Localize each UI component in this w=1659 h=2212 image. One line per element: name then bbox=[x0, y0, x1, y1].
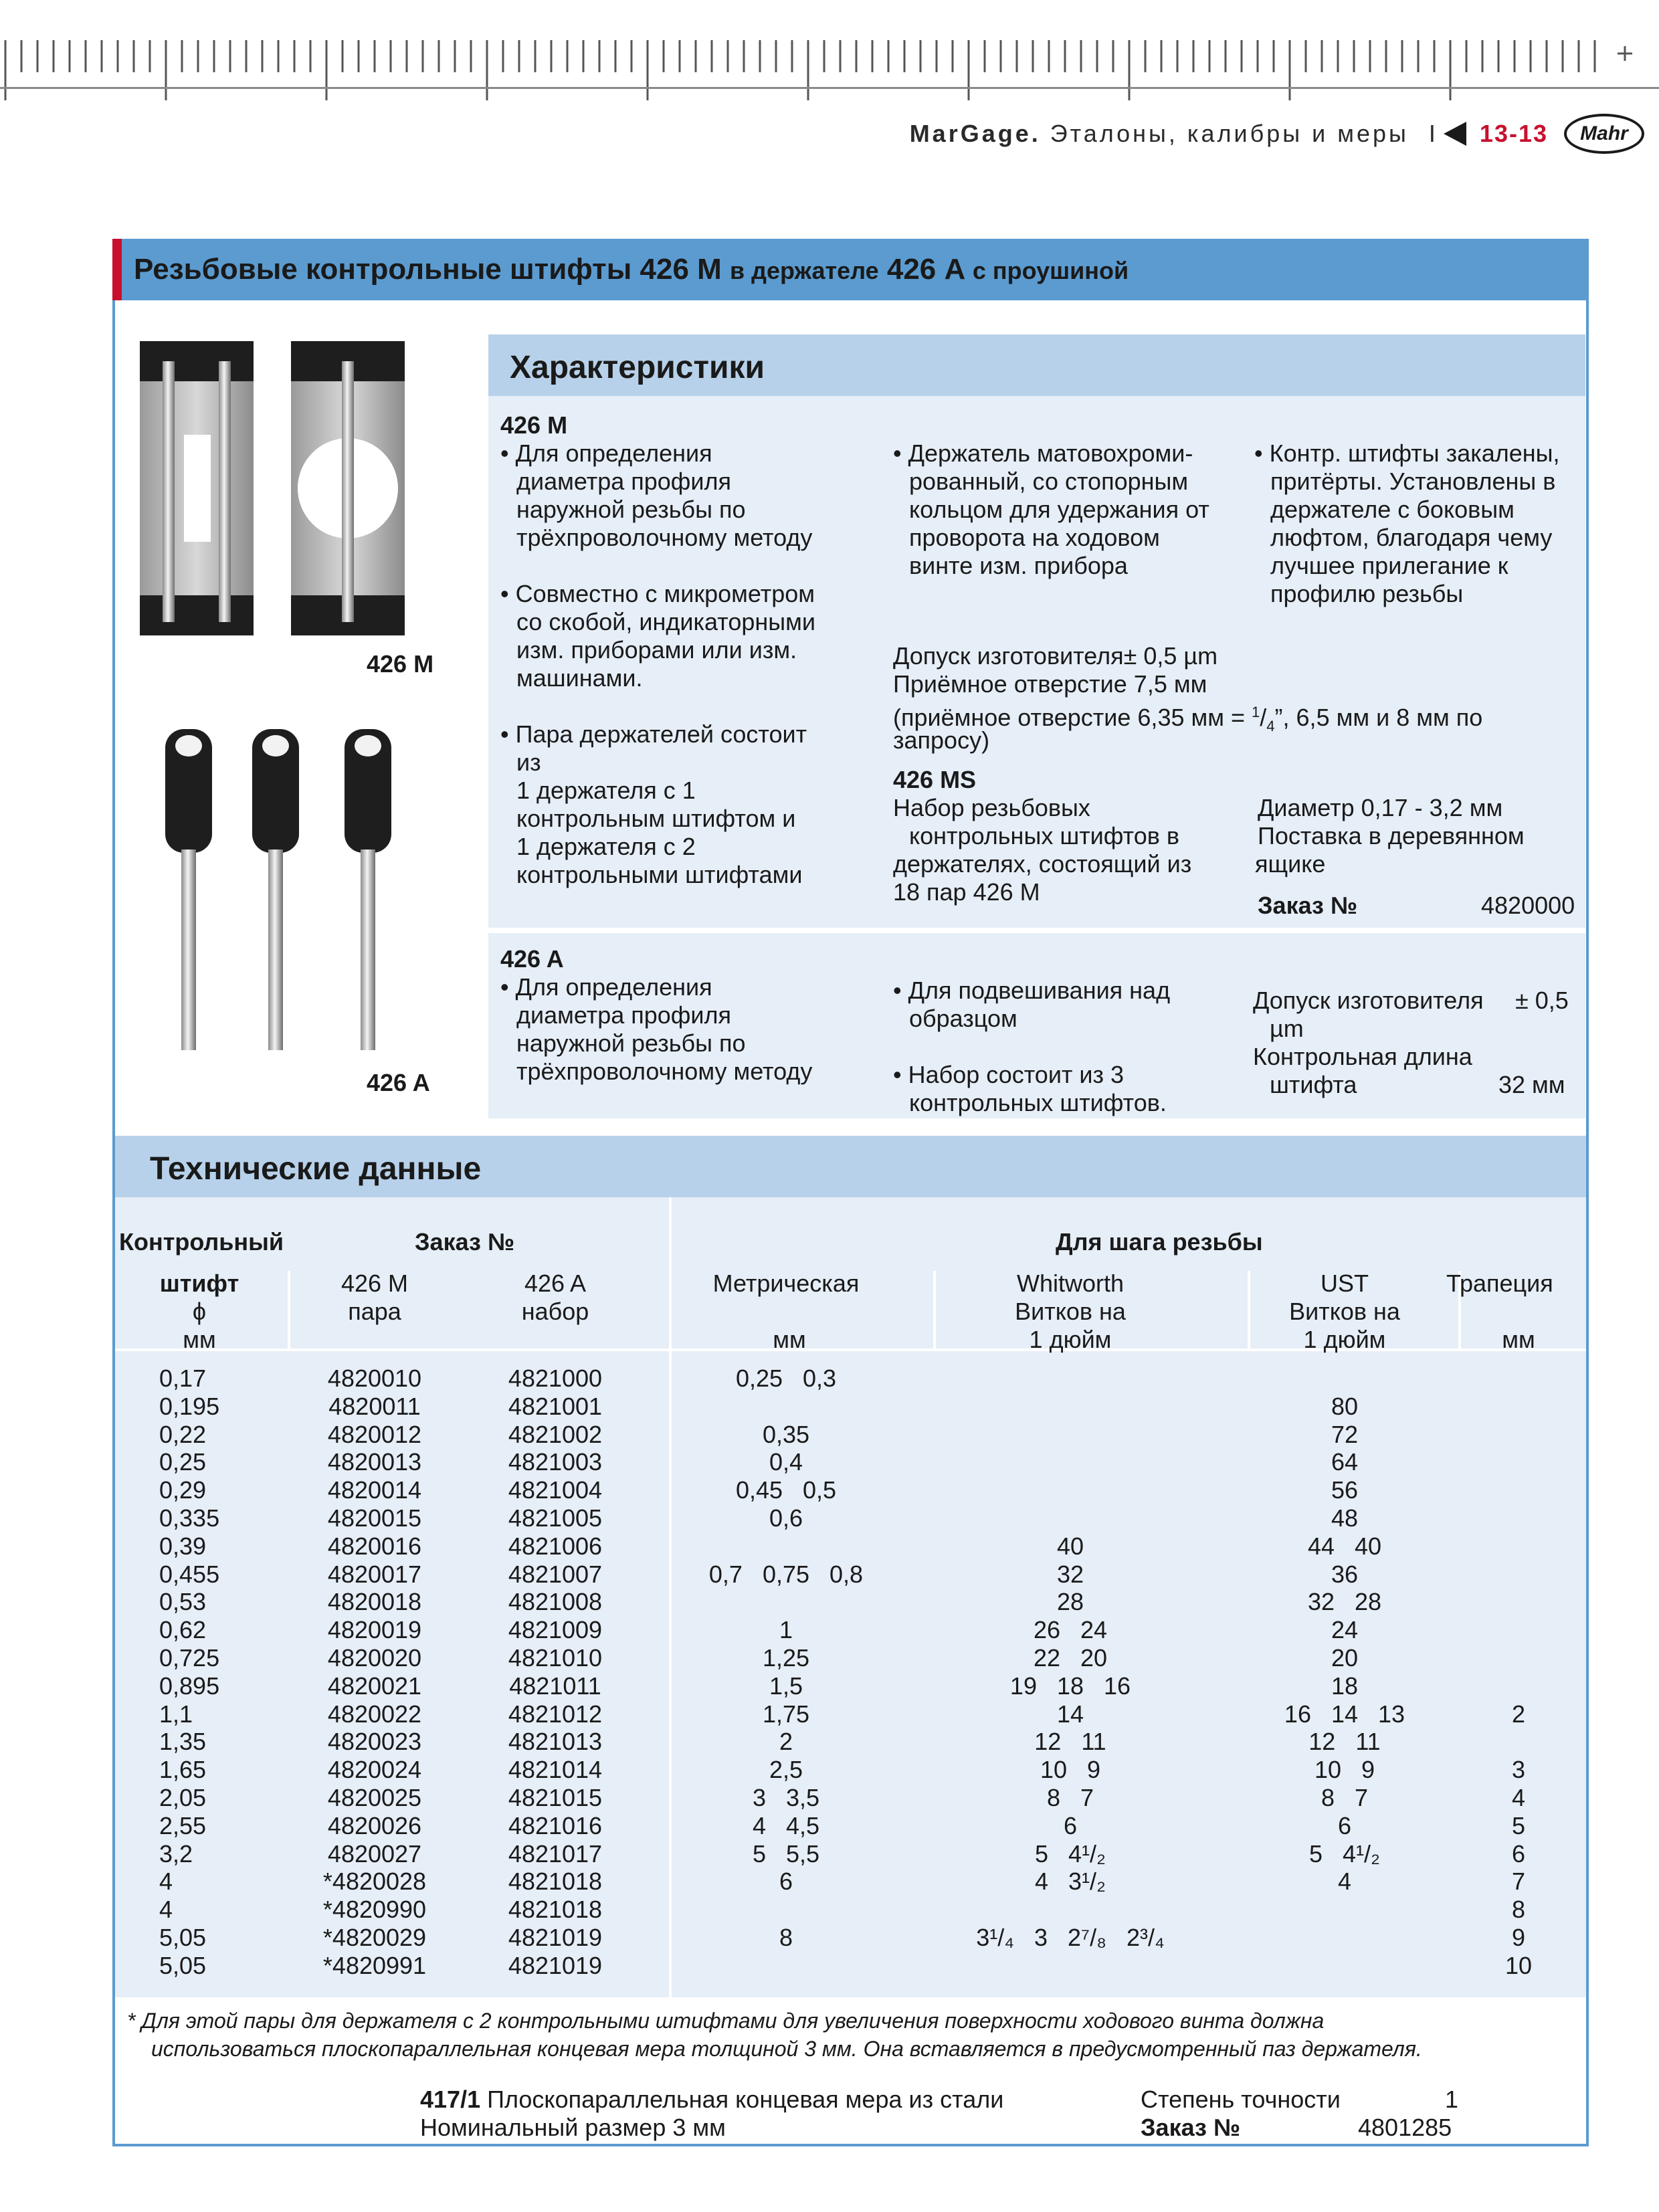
cell-whitworth: 22 20 bbox=[1033, 1644, 1108, 1672]
426a-length-label-2: штифта bbox=[1270, 1071, 1357, 1098]
426m-col1-line: наружной резьбы по bbox=[516, 496, 746, 523]
cell-426m: 4820011 bbox=[328, 1392, 421, 1420]
426m-bore-note-b: ”, 6,5 мм и 8 мм по bbox=[1274, 704, 1483, 731]
426m-features-col1 bbox=[500, 439, 815, 889]
title-part1: Резьбовые контрольные штифты 426 M bbox=[134, 253, 722, 286]
cell-426a: 4821002 bbox=[508, 1420, 603, 1448]
th-ust-3: 1 дюйм bbox=[1303, 1326, 1386, 1353]
cell-426a: 4821013 bbox=[508, 1728, 603, 1756]
cell-426m: 4820017 bbox=[327, 1560, 422, 1588]
cell-diameter: 1,1 bbox=[159, 1700, 193, 1728]
title-part2: в держателе bbox=[730, 257, 879, 284]
cell-diameter: 2,05 bbox=[159, 1784, 207, 1811]
cell-426m: 4820024 bbox=[327, 1756, 422, 1784]
th-426a-1: 426 A bbox=[524, 1270, 587, 1297]
cell-diameter: 0,455 bbox=[159, 1560, 220, 1588]
426m-col1-line: диаметра профиля bbox=[516, 468, 732, 495]
footnote-line-2: использоваться плоскопараллельная концевая мера толщиной 3 мм. Она вставляется в предусмотренный паз держателя. bbox=[151, 2037, 1422, 2061]
th-pin-3: ϕ bbox=[192, 1298, 207, 1325]
cell-trapezoid: 5 bbox=[1511, 1811, 1526, 1839]
cell-426m: 4820014 bbox=[327, 1476, 422, 1504]
col-sep-whitworth bbox=[1248, 1271, 1250, 1348]
cell-diameter: 2,55 bbox=[159, 1811, 207, 1839]
cell-426m: 4820018 bbox=[327, 1588, 422, 1616]
426a-col1-line: наружной резьбы по bbox=[516, 1029, 746, 1057]
426a-length-label-1: Контрольная длина bbox=[1253, 1043, 1472, 1070]
technical-data-header bbox=[115, 1136, 1586, 1197]
426ms-description bbox=[893, 794, 1191, 906]
426a-length-value: 32 мм bbox=[1498, 1071, 1565, 1098]
426a-features-col1 bbox=[500, 973, 812, 1086]
title-part4: с проушиной bbox=[972, 257, 1129, 284]
cell-426m: 4820016 bbox=[327, 1532, 422, 1560]
426m-col1-line: изм. приборами или изм. bbox=[516, 636, 797, 664]
footnote-line-1: * Для этой пары для держателя с 2 контрольными штифтами для увеличения поверхности ходового винта должна bbox=[127, 2009, 1325, 2033]
cell-whitworth: 32 bbox=[1056, 1560, 1084, 1588]
cell-trapezoid: 8 bbox=[1511, 1896, 1526, 1924]
mahr-logo: Mahr bbox=[1564, 114, 1644, 154]
cell-diameter: 0,25 bbox=[159, 1448, 207, 1476]
characteristics-header bbox=[488, 334, 1585, 396]
cell-diameter: 0,22 bbox=[159, 1420, 207, 1448]
cell-ust: 32 28 bbox=[1307, 1588, 1382, 1616]
frame-bottom bbox=[112, 2144, 1589, 2146]
technical-data-heading: Технические данные bbox=[150, 1151, 482, 1187]
cell-metric: 2 bbox=[779, 1728, 793, 1756]
gauge-block-line bbox=[420, 2086, 1003, 2114]
426ms-order-number: 4820000 bbox=[1481, 892, 1575, 919]
title-accent bbox=[112, 239, 122, 300]
426m-col3-line: • Контр. штифты закалены, bbox=[1254, 439, 1560, 467]
cell-426a: 4821005 bbox=[508, 1504, 603, 1532]
gauge-block-nominal: Номинальный размер 3 мм bbox=[420, 2114, 726, 2141]
th-order: Заказ № bbox=[415, 1228, 515, 1255]
brand-name: MarGage. bbox=[909, 120, 1041, 147]
th-whitworth-1: Whitworth bbox=[1016, 1270, 1125, 1297]
cell-whitworth: 19 18 16 bbox=[1009, 1672, 1131, 1700]
426ms-order-label: Заказ № bbox=[1258, 892, 1358, 919]
cell-ust: 10 9 bbox=[1314, 1756, 1375, 1784]
426a-col1-line: диаметра профиля bbox=[516, 1001, 732, 1029]
cell-diameter: 3,2 bbox=[159, 1839, 193, 1868]
th-trapezoid-1: Трапеция bbox=[1446, 1270, 1553, 1297]
426m-bore-note-c: запросу) bbox=[893, 726, 990, 754]
cell-diameter: 0,29 bbox=[159, 1476, 207, 1504]
cell-whitworth: 3¹/₄ 3 2⁷/₈ 2³/₄ bbox=[976, 1924, 1165, 1951]
cell-metric: 1,25 bbox=[762, 1644, 810, 1672]
426m-col3-line: лучшее прилегание к bbox=[1270, 552, 1508, 579]
426a-col2-line: контрольных штифтов. bbox=[909, 1089, 1167, 1116]
cell-426m: 4820012 bbox=[327, 1420, 422, 1448]
footnote bbox=[127, 2007, 1422, 2063]
426a-tolerance-label: Допуск изготовителя bbox=[1253, 987, 1484, 1014]
cell-diameter: 0,725 bbox=[159, 1644, 220, 1672]
th-pin-4: мм bbox=[183, 1326, 216, 1353]
cell-whitworth: 40 bbox=[1056, 1532, 1084, 1560]
label-426m: 426 M bbox=[500, 411, 568, 439]
cell-metric: 0,45 0,5 bbox=[735, 1476, 837, 1504]
cell-426m: 4820022 bbox=[327, 1700, 422, 1728]
426m-col3-line: притёрты. Установлены в bbox=[1270, 468, 1556, 495]
cell-metric: 5 5,5 bbox=[752, 1839, 820, 1868]
426m-bore-note-a: (приёмное отверстие 6,35 мм = bbox=[893, 704, 1246, 731]
registration-ruler bbox=[0, 0, 1659, 100]
th-pin-1: Контрольный bbox=[119, 1228, 284, 1255]
cell-426a: 4821010 bbox=[508, 1644, 603, 1672]
cell-trapezoid: 2 bbox=[1511, 1700, 1526, 1728]
cell-426m: 4820027 bbox=[327, 1839, 422, 1868]
cell-426m: 4820026 bbox=[327, 1811, 422, 1839]
cell-whitworth: 28 bbox=[1056, 1588, 1084, 1616]
426ms-line: контрольных штифтов в bbox=[909, 822, 1179, 849]
cell-426a: 4821016 bbox=[508, 1811, 603, 1839]
cell-metric: 2,5 bbox=[769, 1756, 803, 1784]
cell-426a: 4821006 bbox=[508, 1532, 603, 1560]
cell-426a: 4821004 bbox=[508, 1476, 603, 1504]
cell-426a: 4821007 bbox=[508, 1560, 603, 1588]
cell-ust: 5 4¹/₂ bbox=[1308, 1839, 1380, 1868]
th-trapezoid-2: мм bbox=[1502, 1326, 1535, 1353]
gauge-block-desc: Плоскопараллельная концевая мера из стали bbox=[487, 2086, 1004, 2113]
426m-col1-line: • Пара держателей состоит bbox=[500, 720, 807, 748]
426ms-delivery-2: ящике bbox=[1255, 850, 1326, 878]
426m-col1-line: контрольными штифтами bbox=[516, 861, 803, 888]
cell-426a: 4821001 bbox=[508, 1392, 603, 1420]
426m-col1-line: 1 держателя с 1 bbox=[516, 777, 696, 804]
separator: I bbox=[1428, 120, 1438, 147]
cell-metric: 1 bbox=[779, 1616, 793, 1644]
426a-col1-line: трёхпроволочному методу bbox=[516, 1058, 813, 1085]
426m-col3-line: люфтом, благодаря чему bbox=[1270, 524, 1553, 551]
426a-tolerance-unit: µm bbox=[1270, 1015, 1304, 1042]
cell-ust: 44 40 bbox=[1307, 1532, 1382, 1560]
label-426a: 426 A bbox=[500, 945, 564, 973]
cell-trapezoid: 4 bbox=[1511, 1784, 1526, 1811]
th-426a-2: набор bbox=[521, 1298, 589, 1325]
cell-trapezoid: 10 bbox=[1504, 1951, 1533, 1979]
cell-426a: 4821017 bbox=[508, 1839, 603, 1868]
426ms-diameter: Диаметр 0,17 - 3,2 мм bbox=[1258, 794, 1503, 821]
cell-diameter: 5,05 bbox=[159, 1924, 207, 1951]
cell-diameter: 0,895 bbox=[159, 1672, 220, 1700]
running-head bbox=[910, 114, 1659, 154]
426m-features-col3 bbox=[1254, 439, 1560, 608]
caption-426m: 426 M bbox=[367, 650, 434, 678]
cell-metric: 0,4 bbox=[769, 1448, 803, 1476]
cell-trapezoid: 9 bbox=[1511, 1924, 1526, 1951]
cell-426a: 4821015 bbox=[508, 1784, 603, 1811]
426ms-line: Набор резьбовых bbox=[893, 794, 1090, 821]
cell-diameter: 0,335 bbox=[159, 1504, 220, 1532]
gauge-block-grade-label: Степень точности bbox=[1141, 2086, 1341, 2113]
cell-diameter: 4 bbox=[159, 1868, 173, 1896]
cell-ust: 6 bbox=[1337, 1811, 1352, 1839]
cell-ust: 80 bbox=[1331, 1392, 1359, 1420]
cell-metric: 0,7 0,75 0,8 bbox=[708, 1560, 864, 1588]
cell-ust: 48 bbox=[1331, 1504, 1359, 1532]
426m-tolerance: Допуск изготовителя± 0,5 µm bbox=[893, 642, 1218, 670]
426a-col1-line: • Для определения bbox=[500, 973, 712, 1001]
fraction-numerator: 1 bbox=[1252, 704, 1260, 720]
th-ust-2: Витков на bbox=[1289, 1298, 1400, 1325]
cell-426a: 4821014 bbox=[508, 1756, 603, 1784]
cell-whitworth: 14 bbox=[1056, 1700, 1084, 1728]
cell-426m: 4820025 bbox=[327, 1784, 422, 1811]
426m-col2-line: винте изм. прибора bbox=[909, 552, 1128, 579]
cell-ust: 16 14 13 bbox=[1284, 1700, 1405, 1728]
cell-ust: 24 bbox=[1331, 1616, 1359, 1644]
cell-whitworth: 8 7 bbox=[1046, 1784, 1094, 1811]
426a-col2-line bbox=[893, 1033, 1170, 1061]
426m-col2-line: проворота на ходовом bbox=[909, 524, 1160, 551]
cell-426a: 4821018 bbox=[508, 1896, 603, 1924]
cell-426m: 4820021 bbox=[327, 1672, 422, 1700]
col-sep-metric bbox=[933, 1271, 936, 1348]
426m-col1-line: • Для определения bbox=[500, 439, 712, 467]
cell-metric: 3 3,5 bbox=[752, 1784, 820, 1811]
gauge-block-grade-value: 1 bbox=[1445, 2086, 1459, 2113]
426a-col2-line: • Для подвешивания над bbox=[893, 977, 1171, 1004]
cell-ust: 18 bbox=[1331, 1672, 1359, 1700]
426m-col2-line: • Держатель матовохроми- bbox=[893, 439, 1193, 467]
cell-trapezoid: 7 bbox=[1511, 1868, 1526, 1896]
cell-diameter: 0,53 bbox=[159, 1588, 207, 1616]
cell-ust: 72 bbox=[1331, 1420, 1359, 1448]
fraction-denominator: 4 bbox=[1266, 718, 1275, 735]
cell-diameter: 4 bbox=[159, 1896, 173, 1924]
cell-metric: 0,6 bbox=[769, 1504, 803, 1532]
426ms-line: 18 пар 426 M bbox=[893, 878, 1040, 906]
cell-whitworth: 10 9 bbox=[1040, 1756, 1101, 1784]
426m-col1-line: машинами. bbox=[516, 664, 643, 692]
426a-col2-line: образцом bbox=[909, 1005, 1017, 1032]
gauge-block-code: 417/1 bbox=[420, 2086, 481, 2113]
cell-426a: 4821009 bbox=[508, 1616, 603, 1644]
cell-diameter: 5,05 bbox=[159, 1951, 207, 1979]
cell-diameter: 0,195 bbox=[159, 1392, 220, 1420]
th-pin-2: штифт bbox=[159, 1270, 239, 1297]
cell-426a: 4821008 bbox=[508, 1588, 603, 1616]
caption-426a: 426 A bbox=[367, 1069, 430, 1096]
426ms-delivery-1: Поставка в деревянном bbox=[1258, 822, 1525, 849]
cell-diameter: 1,65 bbox=[159, 1756, 207, 1784]
cell-ust: 8 7 bbox=[1321, 1784, 1369, 1811]
col-sep-order bbox=[669, 1197, 672, 1997]
426m-bore: Приёмное отверстие 7,5 мм bbox=[893, 670, 1207, 698]
cell-diameter: 0,39 bbox=[159, 1532, 207, 1560]
label-426ms: 426 MS bbox=[893, 766, 977, 793]
cell-metric: 0,35 bbox=[762, 1420, 810, 1448]
cell-diameter: 1,35 bbox=[159, 1728, 207, 1756]
426m-col1-line bbox=[500, 552, 815, 580]
col-sep-pin bbox=[288, 1271, 290, 1348]
th-whitworth-2: Витков на bbox=[1015, 1298, 1126, 1325]
th-metric: Метрическая bbox=[712, 1270, 860, 1297]
cell-426m: 4820013 bbox=[327, 1448, 422, 1476]
cell-ust: 12 11 bbox=[1308, 1728, 1381, 1756]
product-photo-426a bbox=[151, 716, 418, 1064]
426m-col2-line: кольцом для удержания от bbox=[909, 496, 1209, 523]
catalog-section: Эталоны, калибры и меры bbox=[1050, 120, 1409, 147]
cell-whitworth: 4 3¹/₂ bbox=[1034, 1868, 1106, 1896]
426m-col1-line: контрольным штифтом и bbox=[516, 805, 796, 832]
th-whitworth-3: 1 дюйм bbox=[1029, 1326, 1112, 1353]
426a-features-col2 bbox=[893, 977, 1170, 1117]
426ms-line: держателях, состоящий из bbox=[893, 850, 1192, 878]
cell-426a: 4821019 bbox=[508, 1924, 603, 1951]
426m-col2-line: рованный, со стопорным bbox=[909, 468, 1189, 495]
cell-diameter: 0,17 bbox=[159, 1365, 207, 1392]
cell-426m: 4820010 bbox=[327, 1365, 422, 1392]
cell-426m: *4820991 bbox=[322, 1951, 427, 1979]
cell-trapezoid: 6 bbox=[1511, 1839, 1526, 1868]
cell-ust: 4 bbox=[1337, 1868, 1352, 1896]
cell-426a: 4821012 bbox=[508, 1700, 603, 1728]
cell-ust: 56 bbox=[1331, 1476, 1359, 1504]
cell-whitworth: 6 bbox=[1063, 1811, 1078, 1839]
th-ust-1: UST bbox=[1321, 1270, 1369, 1297]
gauge-block-order-label: Заказ № bbox=[1141, 2114, 1241, 2141]
cell-metric: 6 bbox=[779, 1868, 793, 1896]
426m-col1-line: 1 держателя с 2 bbox=[516, 833, 696, 860]
cell-ust: 20 bbox=[1331, 1644, 1359, 1672]
cell-426a: 4821003 bbox=[508, 1448, 603, 1476]
cell-ust: 64 bbox=[1331, 1448, 1359, 1476]
header-rule bbox=[0, 87, 1659, 89]
th-metric-unit: мм bbox=[773, 1326, 806, 1353]
cell-whitworth: 26 24 bbox=[1033, 1616, 1108, 1644]
cell-metric: 0,25 0,3 bbox=[735, 1365, 837, 1392]
426a-col2-line: • Набор состоит из 3 bbox=[893, 1061, 1125, 1088]
426m-col3-line: держателе с боковым bbox=[1270, 496, 1515, 523]
426m-col1-line: из bbox=[516, 748, 541, 776]
cell-426a: 4821011 bbox=[509, 1672, 601, 1700]
cell-426m: 4820015 bbox=[327, 1504, 422, 1532]
cell-metric: 1,75 bbox=[762, 1700, 810, 1728]
426m-features-col2 bbox=[893, 439, 1209, 580]
cell-426m: *4820990 bbox=[322, 1896, 427, 1924]
cell-whitworth: 5 4¹/₂ bbox=[1034, 1839, 1106, 1868]
title-part3: 426 A bbox=[886, 253, 965, 286]
cell-metric: 1,5 bbox=[769, 1672, 803, 1700]
cell-metric: 4 4,5 bbox=[752, 1811, 820, 1839]
cell-426a: 4821000 bbox=[508, 1365, 603, 1392]
page-number: 13-13 bbox=[1479, 120, 1548, 147]
cell-426m: 4820023 bbox=[327, 1728, 422, 1756]
426m-col1-line bbox=[500, 692, 815, 720]
426m-bore-note: (приёмное отверстие 6,35 мм = $^1/_4$”, 6,5 мм и 8 мм по bbox=[893, 704, 1483, 735]
cell-426m: *4820028 bbox=[322, 1868, 427, 1896]
product-photo-426m bbox=[137, 334, 405, 642]
th-426m-2: пара bbox=[348, 1298, 401, 1325]
cell-trapezoid: 3 bbox=[1511, 1756, 1526, 1784]
gauge-block-order-number: 4801285 bbox=[1358, 2114, 1452, 2141]
426m-col3-line: профилю резьбы bbox=[1270, 580, 1464, 607]
th-pitch: Для шага резьбы bbox=[1056, 1228, 1263, 1255]
page-title bbox=[134, 253, 1129, 286]
th-426m-1: 426 M bbox=[340, 1270, 409, 1297]
cell-426a: 4821018 bbox=[508, 1868, 603, 1896]
426m-col1-line: со скобой, индикаторными bbox=[516, 608, 815, 635]
cell-metric: 8 bbox=[779, 1924, 793, 1951]
cell-ust: 36 bbox=[1331, 1560, 1359, 1588]
426m-col1-line: • Совместно с микрометром bbox=[500, 580, 815, 607]
cell-426m: *4820029 bbox=[322, 1924, 427, 1951]
cell-whitworth: 12 11 bbox=[1034, 1728, 1106, 1756]
426m-col1-line: трёхпроволочному методу bbox=[516, 524, 813, 551]
426a-tolerance-value: ± 0,5 bbox=[1515, 987, 1569, 1014]
characteristics-heading: Характеристики bbox=[510, 350, 765, 385]
cell-426m: 4820020 bbox=[327, 1644, 422, 1672]
cell-diameter: 0,62 bbox=[159, 1616, 207, 1644]
frame-right bbox=[1586, 239, 1589, 2146]
left-triangle-icon bbox=[1444, 122, 1466, 146]
cell-426a: 4821019 bbox=[508, 1951, 603, 1979]
cell-426m: 4820019 bbox=[327, 1616, 422, 1644]
